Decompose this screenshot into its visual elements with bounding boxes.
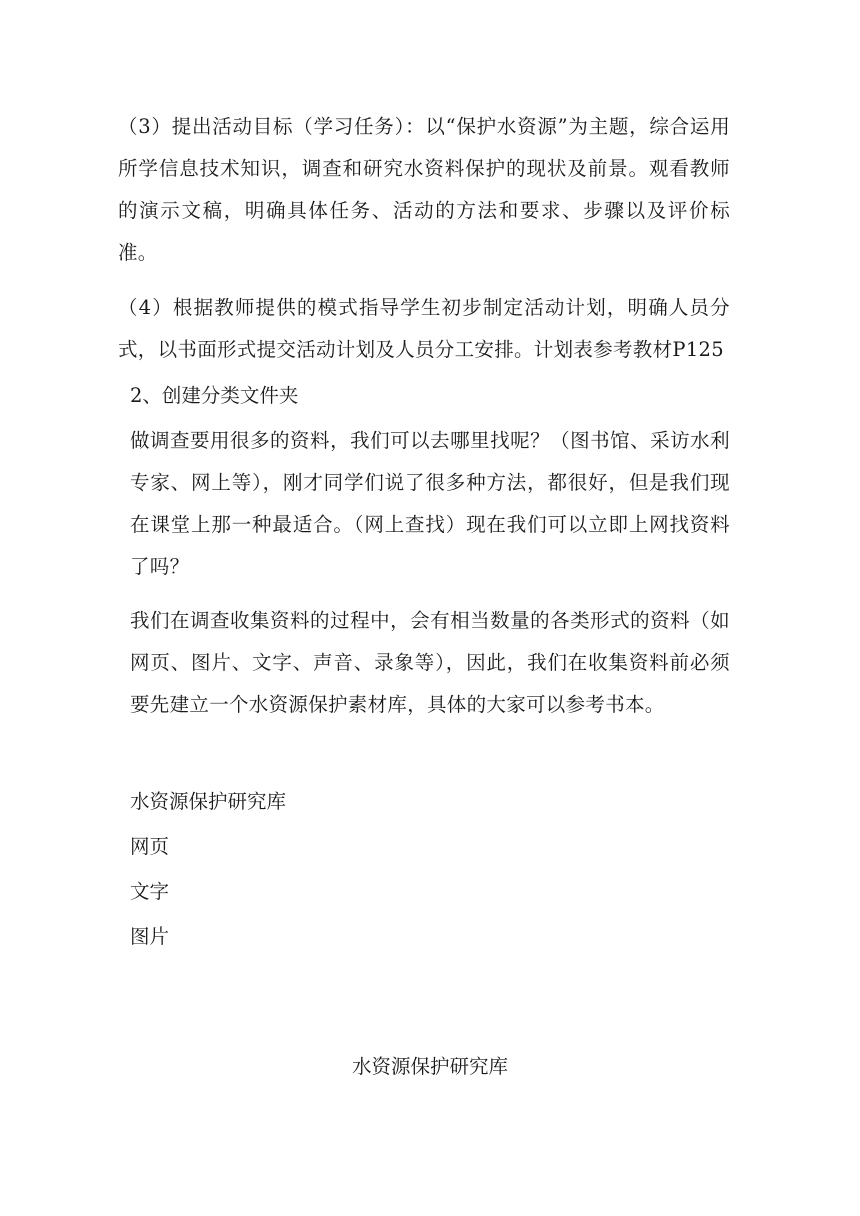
folder-list-item-webpages: 网页 [130, 835, 170, 858]
section-heading-create-folders: 2、创建分类文件夹 [130, 384, 299, 407]
paragraph-material-library: 我们在调查收集资料的过程中，会有相当数量的各类形式的资料（如网页、图片、文字、声音、录象等），因此，我们在收集资料前必须要先建立一个水资源保护素材库，具体的大家可以参考书本。 [130, 609, 730, 716]
paragraph-activity-goal: （3）提出活动目标（学习任务）：以“保护水资源”为主题，综合运用所学信息技术知识，调查和研究水资料保护的现状及前景。观看教师的演示文稿，明确具体任务、活动的方法和要求、步骤以及评价标准。 [118, 115, 730, 264]
folder-list-item-images: 图片 [130, 925, 170, 948]
paragraph-activity-plan: （4）根据教师提供的模式指导学生初步制定活动计划，明确人员分式，以书面形式提交活动计划及人员分工安排。计划表参考教材P125 [118, 296, 730, 361]
folder-list-item-root: 水资源保护研究库 [130, 790, 287, 813]
folder-list-item-text: 文字 [130, 880, 170, 903]
paragraph-find-resources: 做调查要用很多的资料，我们可以去哪里找呢？（图书馆、采访水利专家、网上等），刚才同学们说了很多种方法，都很好，但是我们现在课堂上那一种最适合。（网上查找）现在我们可以立即上网找资料了吗？ [130, 429, 730, 578]
bottom-title: 水资源保护研究库 [351, 1055, 508, 1078]
